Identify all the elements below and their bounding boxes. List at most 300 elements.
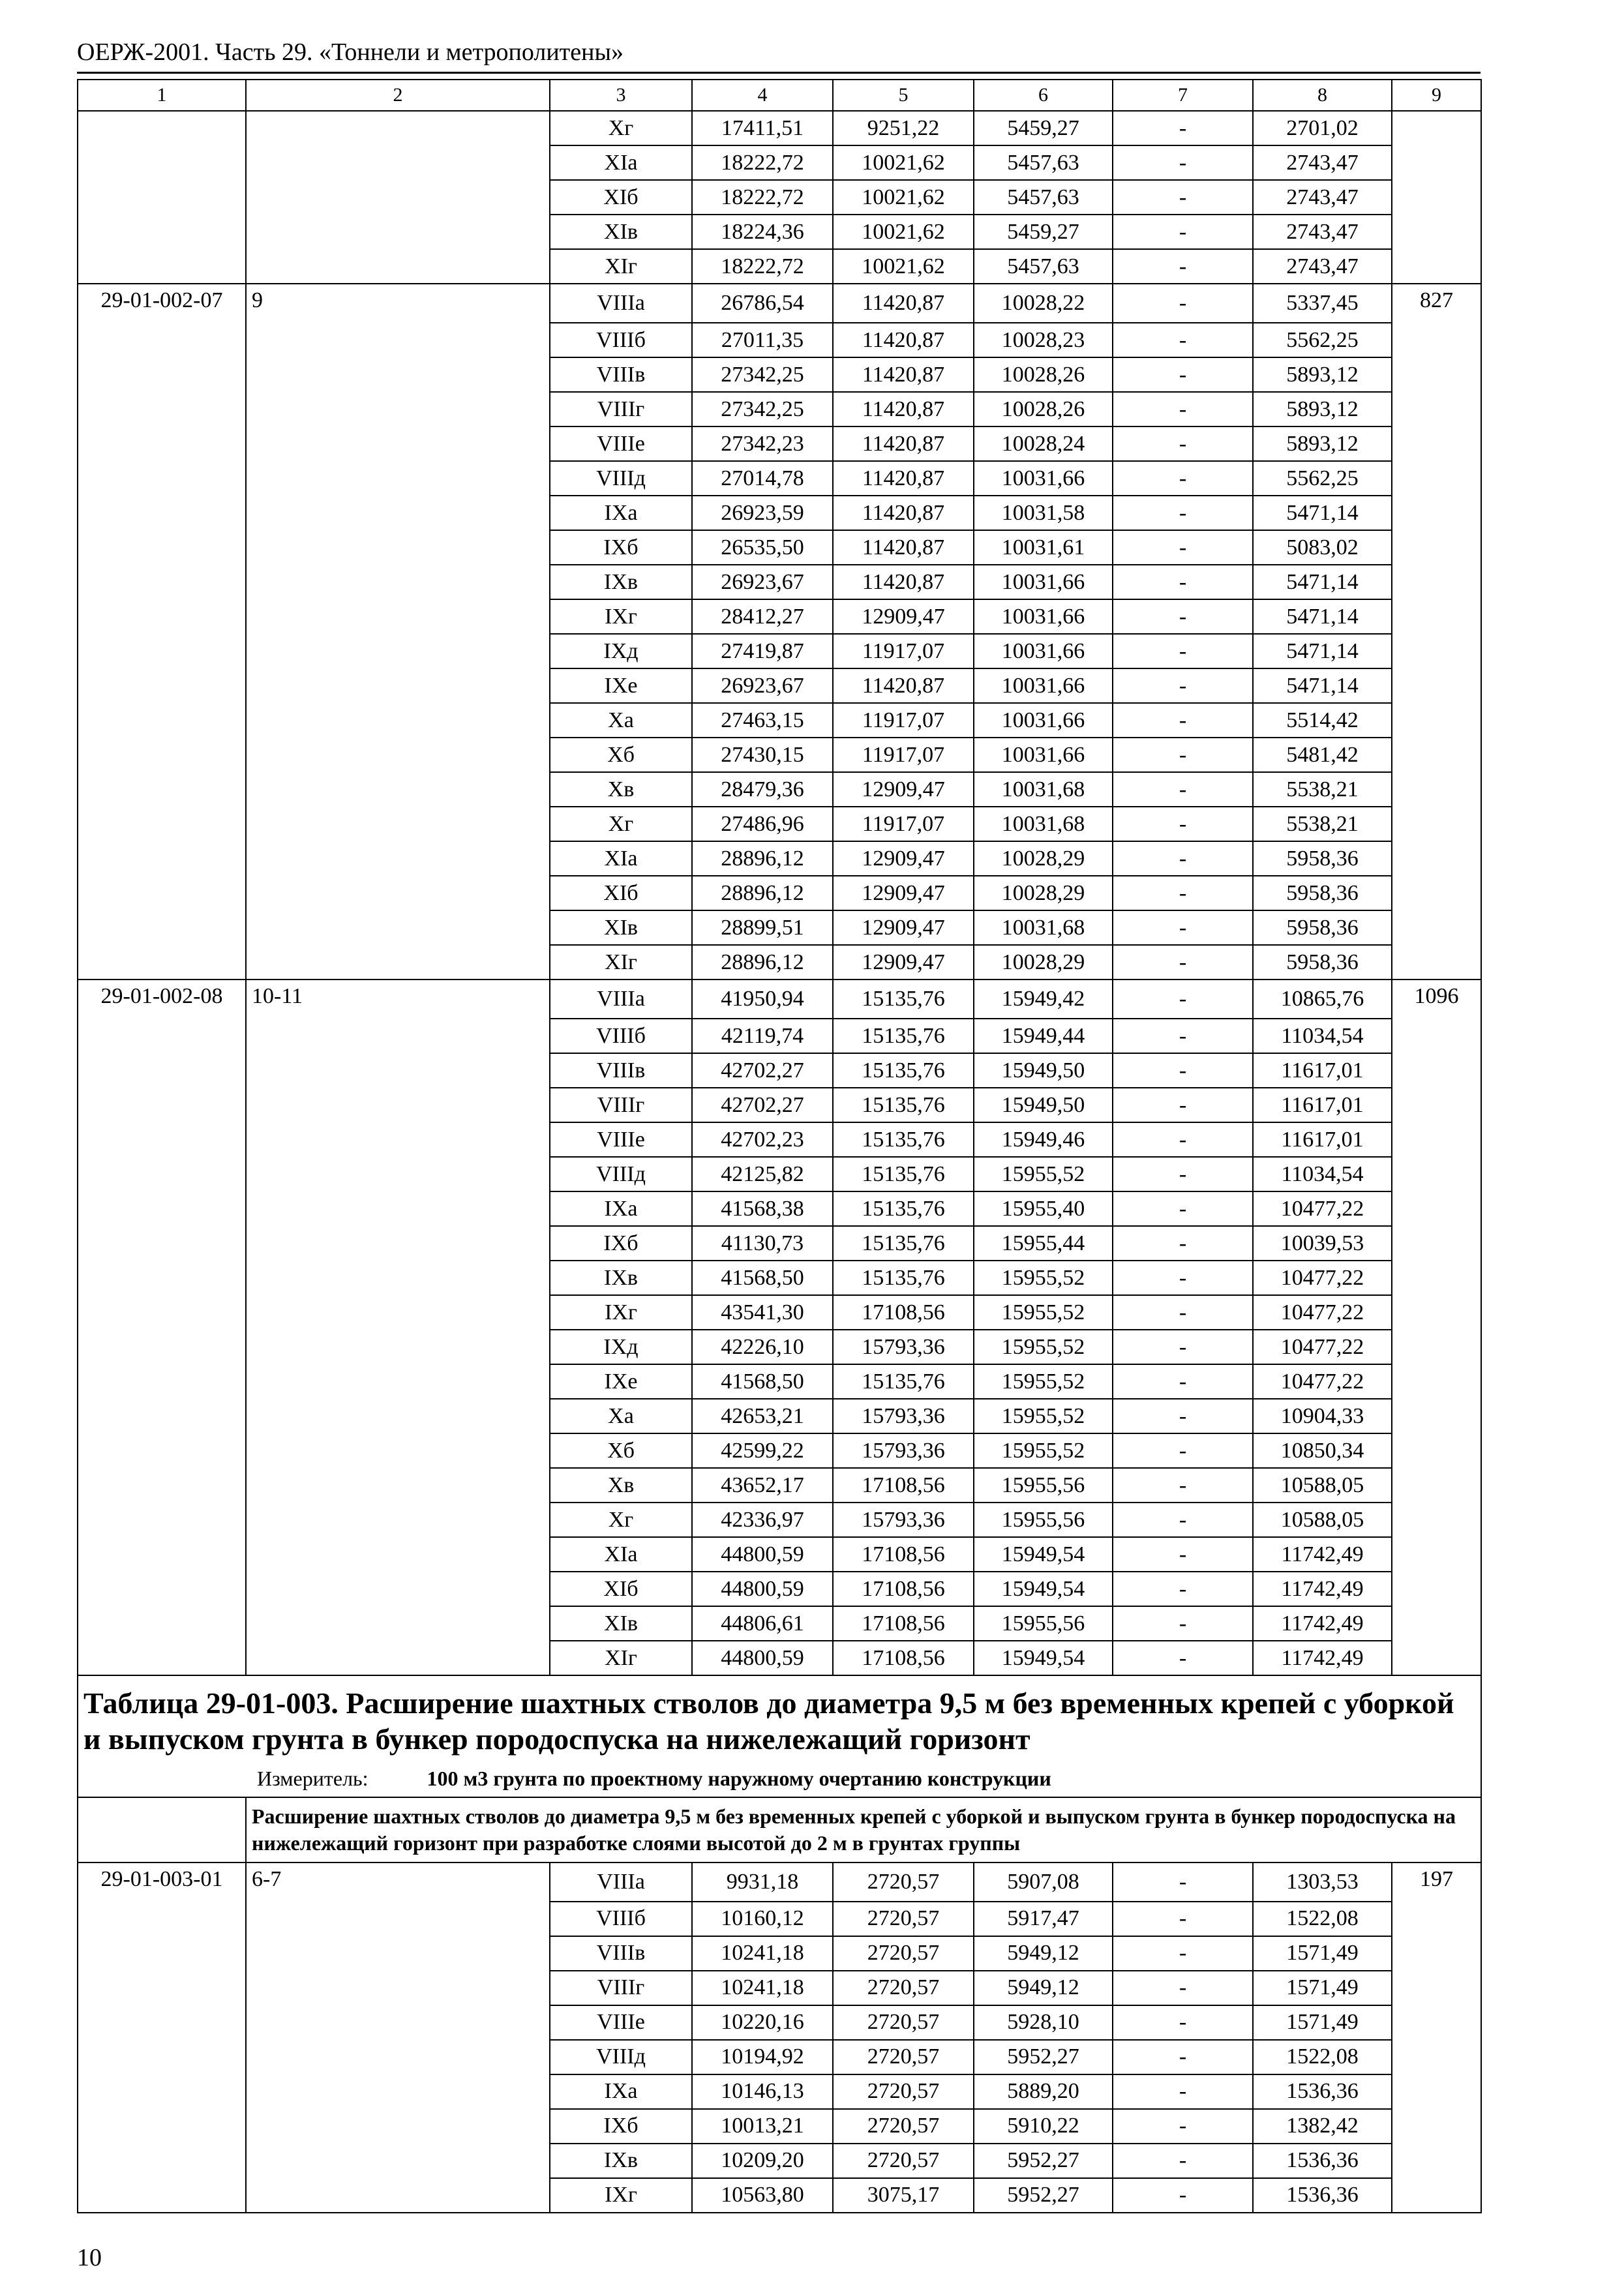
machine-cost-cell: 15955,52 bbox=[974, 1157, 1113, 1191]
direct-cost-cell: 10209,20 bbox=[692, 2144, 833, 2178]
section-subtitle: Расширение шахтных стволов до диаметра 9,5 м без временных крепей с уборкой и выпуском грунта в бункер породоспуска на нижележащий горизонт при разработке слоями высотой до 2 м в грунтах группы bbox=[246, 1797, 1481, 1863]
category-cell: IXг bbox=[550, 2178, 692, 2213]
labor-hours-cell bbox=[1392, 1468, 1481, 1503]
machine-cost-cell: 5457,63 bbox=[974, 145, 1113, 180]
table-row bbox=[78, 323, 1481, 357]
category-cell: VIIIд bbox=[550, 461, 692, 496]
labor-hours-cell bbox=[1392, 1364, 1481, 1399]
rate-code-cell bbox=[78, 1468, 246, 1503]
labor-hours-cell bbox=[1392, 323, 1481, 357]
materials-cost-cell: 1522,08 bbox=[1253, 2040, 1392, 2074]
labor-cost-cell: 11917,07 bbox=[833, 738, 974, 772]
materials-cost-cell: 5481,42 bbox=[1253, 738, 1392, 772]
labor-cost-cell: 15135,76 bbox=[833, 1226, 974, 1261]
soil-group-cell bbox=[246, 703, 550, 738]
materials-cost-cell: 1571,49 bbox=[1253, 1936, 1392, 1971]
machine-cost-cell: 5910,22 bbox=[974, 2109, 1113, 2144]
labor-cost-cell: 12909,47 bbox=[833, 599, 974, 634]
driver-wage-cell: - bbox=[1113, 2005, 1253, 2040]
soil-group-cell bbox=[246, 1606, 550, 1641]
table-row bbox=[78, 496, 1481, 530]
rate-code-cell: 29-01-002-08 bbox=[78, 980, 246, 1019]
labor-hours-cell bbox=[1392, 1191, 1481, 1226]
direct-cost-cell: 10160,12 bbox=[692, 1902, 833, 1936]
table-row bbox=[78, 1088, 1481, 1122]
driver-wage-cell: - bbox=[1113, 668, 1253, 703]
labor-hours-cell bbox=[1392, 392, 1481, 426]
soil-group-cell bbox=[246, 1936, 550, 1971]
driver-wage-cell: - bbox=[1113, 1433, 1253, 1468]
labor-hours-cell bbox=[1392, 461, 1481, 496]
category-cell: Xг bbox=[550, 111, 692, 145]
page-number: 10 bbox=[77, 2244, 102, 2271]
driver-wage-cell: - bbox=[1113, 1468, 1253, 1503]
materials-cost-cell: 2743,47 bbox=[1253, 249, 1392, 284]
machine-cost-cell: 10031,66 bbox=[974, 565, 1113, 599]
direct-cost-cell: 42702,23 bbox=[692, 1122, 833, 1157]
labor-cost-cell: 11917,07 bbox=[833, 703, 974, 738]
materials-cost-cell: 11617,01 bbox=[1253, 1088, 1392, 1122]
rate-code-cell: 29-01-003-01 bbox=[78, 1863, 246, 1902]
materials-cost-cell: 11034,54 bbox=[1253, 1157, 1392, 1191]
machine-cost-cell: 5928,10 bbox=[974, 2005, 1113, 2040]
rate-code-cell bbox=[78, 738, 246, 772]
materials-cost-cell: 11617,01 bbox=[1253, 1122, 1392, 1157]
materials-cost-cell: 5337,45 bbox=[1253, 284, 1392, 323]
category-cell: IXа bbox=[550, 1191, 692, 1226]
direct-cost-cell: 27463,15 bbox=[692, 703, 833, 738]
machine-cost-cell: 5949,12 bbox=[974, 1971, 1113, 2005]
rate-code-cell bbox=[78, 634, 246, 668]
table-row bbox=[78, 1863, 1481, 1902]
rate-code-cell bbox=[78, 599, 246, 634]
driver-wage-cell: - bbox=[1113, 1053, 1253, 1088]
soil-group-cell bbox=[246, 807, 550, 841]
table-row bbox=[78, 1468, 1481, 1503]
driver-wage-cell: - bbox=[1113, 1261, 1253, 1295]
materials-cost-cell: 5958,36 bbox=[1253, 945, 1392, 980]
materials-cost-cell: 2743,47 bbox=[1253, 180, 1392, 215]
materials-cost-cell: 1536,36 bbox=[1253, 2178, 1392, 2213]
direct-cost-cell: 28479,36 bbox=[692, 772, 833, 807]
direct-cost-cell: 42125,82 bbox=[692, 1157, 833, 1191]
category-cell: VIIIв bbox=[550, 357, 692, 392]
measurer-value: 100 м3 грунта по проектному наружному очертанию конструкции bbox=[427, 1767, 1051, 1791]
direct-cost-cell: 10146,13 bbox=[692, 2074, 833, 2109]
soil-group-cell bbox=[246, 357, 550, 392]
labor-cost-cell: 17108,56 bbox=[833, 1295, 974, 1330]
rate-code-cell bbox=[78, 807, 246, 841]
labor-hours-cell bbox=[1392, 1572, 1481, 1606]
labor-cost-cell: 15793,36 bbox=[833, 1433, 974, 1468]
direct-cost-cell: 41950,94 bbox=[692, 980, 833, 1019]
materials-cost-cell: 5958,36 bbox=[1253, 876, 1392, 910]
materials-cost-cell: 1303,53 bbox=[1253, 1863, 1392, 1902]
labor-cost-cell: 2720,57 bbox=[833, 1971, 974, 2005]
table-row bbox=[78, 1503, 1481, 1537]
rate-code-cell bbox=[78, 2109, 246, 2144]
rate-code-cell bbox=[78, 2144, 246, 2178]
direct-cost-cell: 27419,87 bbox=[692, 634, 833, 668]
driver-wage-cell: - bbox=[1113, 2144, 1253, 2178]
direct-cost-cell: 44806,61 bbox=[692, 1606, 833, 1641]
rate-code-cell bbox=[78, 1157, 246, 1191]
machine-cost-cell: 15949,50 bbox=[974, 1088, 1113, 1122]
soil-group-cell bbox=[246, 392, 550, 426]
rate-code-cell bbox=[78, 145, 246, 180]
direct-cost-cell: 42119,74 bbox=[692, 1019, 833, 1053]
labor-cost-cell: 17108,56 bbox=[833, 1468, 974, 1503]
rate-code-cell bbox=[78, 668, 246, 703]
machine-cost-cell: 5459,27 bbox=[974, 111, 1113, 145]
table-row bbox=[78, 215, 1481, 249]
rate-code-cell: 29-01-002-07 bbox=[78, 284, 246, 323]
labor-hours-cell bbox=[1392, 1295, 1481, 1330]
rate-code-cell bbox=[78, 703, 246, 738]
direct-cost-cell: 44800,59 bbox=[692, 1572, 833, 1606]
rate-code-cell bbox=[78, 2040, 246, 2074]
soil-group-cell bbox=[246, 2074, 550, 2109]
soil-group-cell bbox=[246, 111, 550, 145]
materials-cost-cell: 2743,47 bbox=[1253, 145, 1392, 180]
table-row bbox=[78, 1606, 1481, 1641]
materials-cost-cell: 1536,36 bbox=[1253, 2074, 1392, 2109]
driver-wage-cell: - bbox=[1113, 910, 1253, 945]
category-cell: XIв bbox=[550, 1606, 692, 1641]
direct-cost-cell: 43652,17 bbox=[692, 1468, 833, 1503]
direct-cost-cell: 10241,18 bbox=[692, 1936, 833, 1971]
category-cell: VIIIд bbox=[550, 2040, 692, 2074]
category-cell: VIIIб bbox=[550, 323, 692, 357]
soil-group-cell bbox=[246, 1971, 550, 2005]
machine-cost-cell: 10031,66 bbox=[974, 738, 1113, 772]
machine-cost-cell: 15955,52 bbox=[974, 1330, 1113, 1364]
driver-wage-cell: - bbox=[1113, 530, 1253, 565]
materials-cost-cell: 10477,22 bbox=[1253, 1295, 1392, 1330]
driver-wage-cell: - bbox=[1113, 945, 1253, 980]
soil-group-cell bbox=[246, 1088, 550, 1122]
soil-group-cell bbox=[246, 249, 550, 284]
category-cell: VIIIг bbox=[550, 1088, 692, 1122]
category-cell: VIIIе bbox=[550, 426, 692, 461]
direct-cost-cell: 27430,15 bbox=[692, 738, 833, 772]
category-cell: XIб bbox=[550, 1572, 692, 1606]
direct-cost-cell: 44800,59 bbox=[692, 1641, 833, 1675]
direct-cost-cell: 10220,16 bbox=[692, 2005, 833, 2040]
labor-hours-cell bbox=[1392, 772, 1481, 807]
soil-group-cell bbox=[246, 772, 550, 807]
labor-cost-cell: 17108,56 bbox=[833, 1537, 974, 1572]
labor-hours-cell bbox=[1392, 1330, 1481, 1364]
table-row bbox=[78, 2178, 1481, 2213]
labor-hours-cell bbox=[1392, 530, 1481, 565]
direct-cost-cell: 18222,72 bbox=[692, 145, 833, 180]
machine-cost-cell: 15949,46 bbox=[974, 1122, 1113, 1157]
machine-cost-cell: 10031,66 bbox=[974, 461, 1113, 496]
machine-cost-cell: 5952,27 bbox=[974, 2040, 1113, 2074]
category-cell: VIIIб bbox=[550, 1019, 692, 1053]
category-cell: Xв bbox=[550, 1468, 692, 1503]
table-row bbox=[78, 668, 1481, 703]
table-row bbox=[78, 461, 1481, 496]
driver-wage-cell: - bbox=[1113, 1936, 1253, 1971]
driver-wage-cell: - bbox=[1113, 1330, 1253, 1364]
machine-cost-cell: 5917,47 bbox=[974, 1902, 1113, 1936]
direct-cost-cell: 26923,67 bbox=[692, 565, 833, 599]
materials-cost-cell: 5471,14 bbox=[1253, 565, 1392, 599]
table-row bbox=[78, 1902, 1481, 1936]
table-row bbox=[78, 1572, 1481, 1606]
materials-cost-cell: 5958,36 bbox=[1253, 910, 1392, 945]
driver-wage-cell: - bbox=[1113, 1641, 1253, 1675]
soil-group-cell bbox=[246, 876, 550, 910]
direct-cost-cell: 28899,51 bbox=[692, 910, 833, 945]
driver-wage-cell: - bbox=[1113, 1157, 1253, 1191]
direct-cost-cell: 41568,50 bbox=[692, 1261, 833, 1295]
rate-code-cell bbox=[78, 1399, 246, 1433]
labor-hours-cell bbox=[1392, 565, 1481, 599]
category-cell: VIIIе bbox=[550, 1122, 692, 1157]
category-cell: IXе bbox=[550, 668, 692, 703]
table-row bbox=[78, 807, 1481, 841]
labor-cost-cell: 2720,57 bbox=[833, 2144, 974, 2178]
category-cell: Xб bbox=[550, 1433, 692, 1468]
materials-cost-cell: 5893,12 bbox=[1253, 426, 1392, 461]
materials-cost-cell: 10477,22 bbox=[1253, 1261, 1392, 1295]
table-row bbox=[78, 145, 1481, 180]
labor-cost-cell: 2720,57 bbox=[833, 2109, 974, 2144]
category-cell: VIIIг bbox=[550, 1971, 692, 2005]
direct-cost-cell: 27342,23 bbox=[692, 426, 833, 461]
rate-code-cell bbox=[78, 530, 246, 565]
driver-wage-cell: - bbox=[1113, 1863, 1253, 1902]
driver-wage-cell: - bbox=[1113, 1364, 1253, 1399]
machine-cost-cell: 15949,54 bbox=[974, 1572, 1113, 1606]
measurer-label: Измеритель: bbox=[257, 1767, 368, 1791]
driver-wage-cell: - bbox=[1113, 1226, 1253, 1261]
soil-group-cell bbox=[246, 1191, 550, 1226]
direct-cost-cell: 10563,80 bbox=[692, 2178, 833, 2213]
table-row bbox=[78, 634, 1481, 668]
labor-hours-cell bbox=[1392, 1606, 1481, 1641]
category-cell: VIIIе bbox=[550, 2005, 692, 2040]
table-row bbox=[78, 1226, 1481, 1261]
labor-hours-cell bbox=[1392, 1641, 1481, 1675]
materials-cost-cell: 10588,05 bbox=[1253, 1468, 1392, 1503]
direct-cost-cell: 42599,22 bbox=[692, 1433, 833, 1468]
category-cell: IXг bbox=[550, 1295, 692, 1330]
machine-cost-cell: 15949,54 bbox=[974, 1537, 1113, 1572]
labor-hours-cell bbox=[1392, 1399, 1481, 1433]
driver-wage-cell: - bbox=[1113, 1572, 1253, 1606]
category-cell: XIг bbox=[550, 945, 692, 980]
labor-cost-cell: 2720,57 bbox=[833, 2074, 974, 2109]
category-cell: VIIIг bbox=[550, 392, 692, 426]
soil-group-cell bbox=[246, 565, 550, 599]
labor-cost-cell: 15135,76 bbox=[833, 1019, 974, 1053]
category-cell: IXб bbox=[550, 530, 692, 565]
direct-cost-cell: 26535,50 bbox=[692, 530, 833, 565]
soil-group-cell bbox=[246, 634, 550, 668]
direct-cost-cell: 26786,54 bbox=[692, 284, 833, 323]
rate-code-cell bbox=[78, 1226, 246, 1261]
labor-cost-cell: 9251,22 bbox=[833, 111, 974, 145]
rate-code-cell bbox=[78, 1537, 246, 1572]
table-row bbox=[78, 392, 1481, 426]
labor-hours-cell bbox=[1392, 426, 1481, 461]
table-row bbox=[78, 357, 1481, 392]
direct-cost-cell: 41568,50 bbox=[692, 1364, 833, 1399]
driver-wage-cell: - bbox=[1113, 392, 1253, 426]
machine-cost-cell: 10031,58 bbox=[974, 496, 1113, 530]
driver-wage-cell: - bbox=[1113, 461, 1253, 496]
labor-hours-cell bbox=[1392, 1936, 1481, 1971]
labor-cost-cell: 15135,76 bbox=[833, 980, 974, 1019]
direct-cost-cell: 27014,78 bbox=[692, 461, 833, 496]
rate-code-cell bbox=[78, 2178, 246, 2213]
category-cell: XIв bbox=[550, 215, 692, 249]
table-row bbox=[78, 426, 1481, 461]
category-cell: VIIIв bbox=[550, 1053, 692, 1088]
soil-group-cell bbox=[246, 215, 550, 249]
rate-code-cell bbox=[78, 1503, 246, 1537]
machine-cost-cell: 15955,52 bbox=[974, 1295, 1113, 1330]
soil-group-cell bbox=[246, 1364, 550, 1399]
direct-cost-cell: 27342,25 bbox=[692, 357, 833, 392]
table-row bbox=[78, 876, 1481, 910]
direct-cost-cell: 18224,36 bbox=[692, 215, 833, 249]
labor-cost-cell: 11420,87 bbox=[833, 392, 974, 426]
labor-hours-cell bbox=[1392, 111, 1481, 145]
labor-hours-cell bbox=[1392, 180, 1481, 215]
soil-group-cell: 10-11 bbox=[246, 980, 550, 1019]
section-subtitle-row bbox=[78, 1797, 1481, 1863]
driver-wage-cell: - bbox=[1113, 1191, 1253, 1226]
labor-cost-cell: 10021,62 bbox=[833, 145, 974, 180]
table-row bbox=[78, 530, 1481, 565]
direct-cost-cell: 28896,12 bbox=[692, 841, 833, 876]
table-row bbox=[78, 1157, 1481, 1191]
labor-hours-cell bbox=[1392, 2005, 1481, 2040]
table-row bbox=[78, 565, 1481, 599]
machine-cost-cell: 10028,23 bbox=[974, 323, 1113, 357]
direct-cost-cell: 42226,10 bbox=[692, 1330, 833, 1364]
machine-cost-cell: 15949,44 bbox=[974, 1019, 1113, 1053]
direct-cost-cell: 27486,96 bbox=[692, 807, 833, 841]
soil-group-cell bbox=[246, 599, 550, 634]
labor-hours-cell bbox=[1392, 145, 1481, 180]
labor-hours-cell bbox=[1392, 1261, 1481, 1295]
materials-cost-cell: 10588,05 bbox=[1253, 1503, 1392, 1537]
direct-cost-cell: 9931,18 bbox=[692, 1863, 833, 1902]
rate-code-cell bbox=[78, 392, 246, 426]
labor-cost-cell: 2720,57 bbox=[833, 1936, 974, 1971]
rate-code-cell bbox=[78, 496, 246, 530]
direct-cost-cell: 28412,27 bbox=[692, 599, 833, 634]
table-title: Таблица 29-01-003. Расширение шахтных стволов до диаметра 9,5 м без временных крепей с уборкой и выпуском грунта в бункер породоспуска на нижележащий горизонт bbox=[83, 1686, 1454, 1756]
table-row bbox=[78, 2005, 1481, 2040]
rate-code-cell bbox=[78, 111, 246, 145]
machine-cost-cell: 15955,40 bbox=[974, 1191, 1113, 1226]
materials-cost-cell: 5471,14 bbox=[1253, 634, 1392, 668]
labor-hours-cell: 827 bbox=[1392, 284, 1481, 323]
labor-hours-cell bbox=[1392, 668, 1481, 703]
machine-cost-cell: 15955,56 bbox=[974, 1606, 1113, 1641]
rate-code-cell bbox=[78, 1330, 246, 1364]
driver-wage-cell: - bbox=[1113, 1537, 1253, 1572]
driver-wage-cell: - bbox=[1113, 2109, 1253, 2144]
soil-group-cell bbox=[246, 1399, 550, 1433]
soil-group-cell bbox=[246, 530, 550, 565]
rate-code-cell bbox=[78, 910, 246, 945]
machine-cost-cell: 5952,27 bbox=[974, 2178, 1113, 2213]
driver-wage-cell: - bbox=[1113, 599, 1253, 634]
machine-cost-cell: 10031,66 bbox=[974, 599, 1113, 634]
driver-wage-cell: - bbox=[1113, 249, 1253, 284]
labor-cost-cell: 12909,47 bbox=[833, 910, 974, 945]
labor-hours-cell bbox=[1392, 357, 1481, 392]
soil-group-cell bbox=[246, 323, 550, 357]
machine-cost-cell: 15955,52 bbox=[974, 1364, 1113, 1399]
direct-cost-cell: 27342,25 bbox=[692, 392, 833, 426]
labor-hours-cell bbox=[1392, 910, 1481, 945]
labor-cost-cell: 11420,87 bbox=[833, 668, 974, 703]
category-cell: IXв bbox=[550, 2144, 692, 2178]
labor-cost-cell: 11420,87 bbox=[833, 357, 974, 392]
driver-wage-cell: - bbox=[1113, 980, 1253, 1019]
labor-cost-cell: 3075,17 bbox=[833, 2178, 974, 2213]
labor-cost-cell: 15135,76 bbox=[833, 1157, 974, 1191]
column-number-row bbox=[78, 80, 1481, 111]
column-number: 2 bbox=[246, 80, 550, 111]
table-row bbox=[78, 249, 1481, 284]
labor-cost-cell: 11917,07 bbox=[833, 634, 974, 668]
machine-cost-cell: 15955,56 bbox=[974, 1503, 1113, 1537]
rate-code-cell bbox=[78, 2074, 246, 2109]
soil-group-cell bbox=[246, 1433, 550, 1468]
rate-code-cell bbox=[78, 1572, 246, 1606]
machine-cost-cell: 10031,61 bbox=[974, 530, 1113, 565]
table-row bbox=[78, 1641, 1481, 1675]
direct-cost-cell: 18222,72 bbox=[692, 249, 833, 284]
driver-wage-cell: - bbox=[1113, 738, 1253, 772]
machine-cost-cell: 10031,68 bbox=[974, 772, 1113, 807]
category-cell: XIа bbox=[550, 841, 692, 876]
rate-code-cell bbox=[78, 357, 246, 392]
soil-group-cell bbox=[246, 2144, 550, 2178]
driver-wage-cell: - bbox=[1113, 1971, 1253, 2005]
materials-cost-cell: 5471,14 bbox=[1253, 668, 1392, 703]
category-cell: IXа bbox=[550, 496, 692, 530]
rate-code-cell bbox=[78, 1971, 246, 2005]
table-row bbox=[78, 945, 1481, 980]
driver-wage-cell: - bbox=[1113, 1088, 1253, 1122]
table-row bbox=[78, 1122, 1481, 1157]
soil-group-cell bbox=[246, 496, 550, 530]
soil-group-cell bbox=[246, 2178, 550, 2213]
materials-cost-cell: 5958,36 bbox=[1253, 841, 1392, 876]
table-row bbox=[78, 1295, 1481, 1330]
materials-cost-cell: 10865,76 bbox=[1253, 980, 1392, 1019]
materials-cost-cell: 1571,49 bbox=[1253, 1971, 1392, 2005]
driver-wage-cell: - bbox=[1113, 876, 1253, 910]
rate-code-cell bbox=[78, 1191, 246, 1226]
driver-wage-cell: - bbox=[1113, 284, 1253, 323]
labor-hours-cell bbox=[1392, 1122, 1481, 1157]
machine-cost-cell: 10031,68 bbox=[974, 910, 1113, 945]
column-number: 3 bbox=[550, 80, 692, 111]
soil-group-cell bbox=[246, 145, 550, 180]
